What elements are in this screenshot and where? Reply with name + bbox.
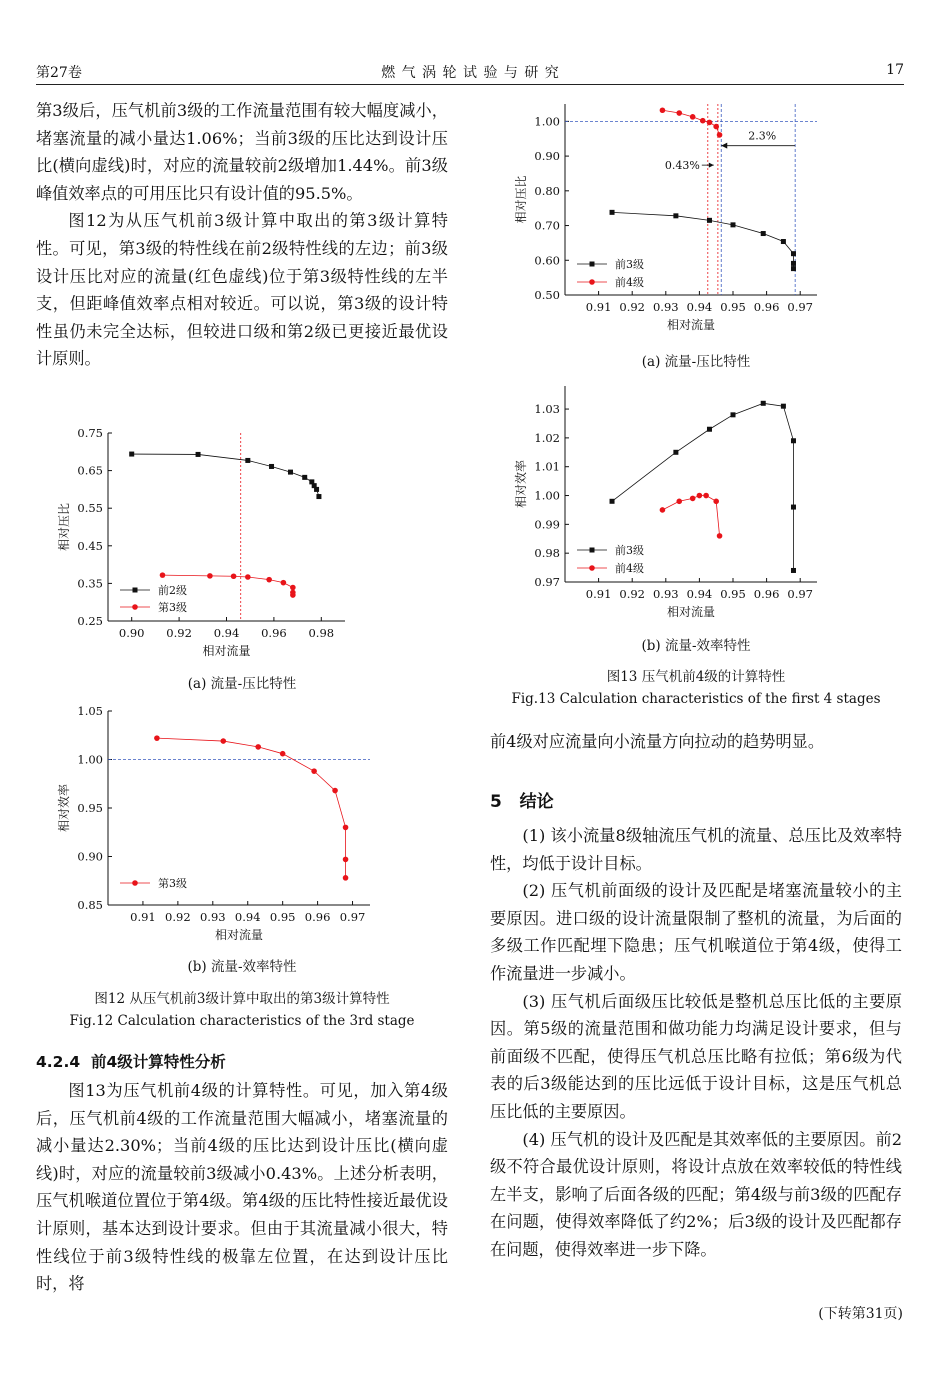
figure-12b-caption: (b) 流量-效率特性 [187, 959, 297, 975]
figure-12-title-en: Fig.12 Calculation characteristics of the 3rd stage [69, 1013, 415, 1029]
data-point [791, 266, 796, 271]
data-point [245, 574, 251, 580]
x-tick-label: 0.97 [787, 300, 814, 314]
x-axis-label: 相对流量 [666, 318, 716, 332]
data-point [343, 825, 349, 831]
data-point [196, 452, 201, 457]
data-point [791, 251, 796, 256]
data-point [707, 218, 712, 223]
x-tick-label: 0.95 [269, 910, 296, 924]
x-tick-label: 0.97 [787, 587, 814, 601]
figure-12-title-cn: 图12 从压气机前3级计算中取出的第3级计算特性 [94, 991, 390, 1007]
data-point [255, 744, 261, 750]
data-point [610, 210, 615, 215]
y-axis-label: 相对压比 [514, 175, 528, 224]
data-point [314, 487, 319, 492]
data-point [316, 494, 321, 499]
data-point [791, 261, 796, 266]
y-tick-label: 0.70 [534, 218, 560, 233]
x-tick-label: 0.97 [339, 910, 366, 924]
data-point [610, 499, 615, 504]
data-point [332, 788, 338, 794]
data-point [266, 577, 272, 583]
section-title: 前4级计算特性分析 [90, 1053, 226, 1071]
x-tick-label: 0.94 [686, 587, 713, 601]
left-text-top [36, 97, 448, 373]
data-point [280, 751, 286, 757]
figure-13b-caption: (b) 流量-效率特性 [641, 638, 751, 654]
annotation-0-43: 0.43% [664, 159, 700, 173]
data-point [713, 498, 719, 504]
x-tick-label: 0.92 [166, 626, 192, 640]
x-tick-label: 0.94 [686, 300, 713, 314]
section-number: 5 [490, 792, 502, 812]
x-tick-label: 0.96 [753, 300, 780, 314]
y-tick-label: 0.55 [77, 501, 103, 516]
data-point [311, 768, 317, 774]
data-point [707, 120, 713, 126]
y-tick-label: 0.50 [534, 288, 560, 302]
data-point [660, 107, 666, 113]
x-tick-label: 0.94 [213, 626, 240, 640]
page-number: 17 [886, 62, 904, 78]
y-tick-label: 0.75 [77, 426, 103, 440]
legend-label: 前3级 [615, 258, 644, 271]
data-point [761, 231, 766, 236]
legend-label: 前4级 [615, 276, 644, 289]
series-line-0 [132, 454, 319, 496]
figure-13-title-cn: 图13 压气机前4级的计算特性 [606, 669, 786, 685]
x-tick-label: 0.92 [619, 300, 646, 314]
legend-marker [132, 880, 138, 886]
chart-fig13b [505, 382, 835, 632]
legend-marker [589, 565, 595, 571]
x-axis-label: 相对流量 [202, 644, 251, 658]
x-tick-label: 0.90 [118, 626, 145, 640]
data-point [160, 572, 166, 578]
data-point [281, 580, 287, 586]
data-point [343, 875, 349, 881]
data-point [290, 592, 296, 598]
data-point [791, 568, 796, 573]
annotation-2-3: 2.3% [748, 129, 777, 143]
x-tick-label: 0.93 [199, 910, 226, 924]
x-tick-label: 0.91 [130, 910, 156, 924]
data-point [781, 404, 786, 409]
x-tick-label: 0.92 [619, 587, 646, 601]
y-tick-label: 0.85 [77, 898, 103, 912]
paragraph: 图13为压气机前4级的计算特性。可见，加入第4级后，压气机前4级的工作流量范围大幅减小，堵塞流量的减小量达2.30%；当前4级的压比达到设计压比(横向虚线)时，对应的流量较前3级减小0.43%。上述分析表明，压气机喉道位置位于第4级。第4级的压比特性接近最优设计原则，基本达到设计要求。但由于其流量减小很大，特性线位于前3级特性线的极靠左位置，在达到设计压比时，将 [36, 1081, 448, 1294]
data-point [288, 470, 293, 475]
data-point [791, 505, 796, 510]
figure-13a [505, 100, 835, 350]
data-point [302, 475, 307, 480]
x-tick-label: 0.91 [585, 587, 612, 601]
x-tick-label: 0.96 [753, 587, 780, 601]
data-point [713, 124, 719, 130]
data-point [207, 573, 213, 579]
series-line-1 [662, 496, 719, 536]
figure-13-title-en: Fig.13 Calculation characteristics of the first 4 stages [511, 691, 881, 707]
data-point [690, 496, 696, 502]
x-axis-label: 相对流量 [666, 605, 716, 619]
data-point [673, 450, 678, 455]
data-point [154, 735, 160, 741]
data-point [731, 222, 736, 227]
data-point [791, 438, 796, 443]
paragraph: 第3级后，压气机前3级的工作流量范围有较大幅度减小，堵塞流量的减小量达1.06%；当前3级的压比达到设计压比(横向虚线)时，对应的流量较前2级增加1.44%。前3级峰值效率点的可用压比只有设计值的95.5%。 [36, 101, 448, 203]
volume-label: 第27卷 [36, 65, 82, 81]
data-point [690, 114, 696, 120]
data-point [731, 412, 736, 417]
legend-marker [590, 262, 595, 267]
conclusion-item: (3) 压气机后面级压比较低是整机总压比低的主要原因。第5级的流量范围和做功能力均满足设计要求，但与前面级不匹配，使得压气机总压比略有拉低；第6级为代表的后3级能达到的压比远低于设计目标，这是压气机总压比低的主要原因。 [490, 991, 902, 1121]
data-point [673, 213, 678, 218]
y-tick-label: 0.98 [534, 546, 560, 561]
data-point [700, 118, 706, 124]
section-heading-4-2-4 [36, 1050, 226, 1072]
data-point [761, 401, 766, 406]
data-point [220, 738, 226, 744]
x-tick-label: 0.96 [261, 626, 287, 640]
legend-label: 前2级 [158, 584, 187, 597]
legend-marker [589, 279, 595, 285]
y-tick-label: 0.90 [534, 149, 560, 164]
data-point [231, 573, 237, 579]
data-point [676, 110, 682, 116]
data-point [717, 533, 723, 539]
continued-note: (下转第31页) [818, 1306, 903, 1322]
chart-fig12a [40, 425, 360, 665]
data-point [707, 427, 712, 432]
y-tick-label: 0.45 [77, 538, 103, 553]
y-tick-label: 0.95 [77, 801, 103, 815]
y-tick-label: 0.35 [77, 576, 103, 591]
conclusion-item: (1) 该小流量8级轴流压气机的流量、总压比及效率特性，均低于设计目标。 [490, 826, 902, 873]
paragraph: 图12为从压气机前3级计算中取出的第3级计算特性。可见，第3级的特性线在前2级特性线的左边；前3级设计压比对应的流量(红色虚线)位于第3级特性线的左半支，但距峰值效率点相对较近。可以说，第3级的设计特性虽仍未完全达标，但较进口级和第2级已更接近最优设计原则。 [36, 211, 448, 369]
legend-marker [133, 588, 138, 593]
data-point [781, 239, 786, 244]
y-tick-label: 0.60 [534, 253, 560, 268]
data-point [290, 585, 296, 591]
data-point [269, 464, 274, 469]
legend-label: 前4级 [615, 562, 644, 575]
x-tick-label: 0.93 [652, 300, 679, 314]
data-point [703, 493, 709, 499]
y-tick-label: 0.97 [534, 575, 560, 589]
x-tick-label: 0.93 [652, 587, 679, 601]
x-axis-label: 相对流量 [214, 928, 264, 942]
data-point [245, 458, 250, 463]
arrow-head [721, 143, 727, 149]
legend-label: 第3级 [158, 877, 187, 890]
x-tick-label: 0.95 [720, 300, 746, 314]
figure-12a [40, 425, 360, 665]
figure-13b [505, 382, 835, 632]
y-tick-label: 0.25 [77, 614, 103, 628]
conclusion-item: (4) 压气机的设计及匹配是其效率低的主要原因。前2级不符合最优设计原则，将设计点放在效率较低的特性线左半支，影响了后面各级的匹配；第4级与前3级的匹配存在问题，使得效率降低了约2%；后3级的设计及匹配都存在问题，使得效率进一步下降。 [490, 1129, 902, 1259]
chart-fig12b [40, 705, 380, 945]
data-point [697, 493, 703, 499]
y-tick-label: 0.80 [534, 183, 560, 198]
paragraph: 前4级对应流量向小流量方向拉动的趋势明显。 [490, 732, 825, 751]
section-heading-5 [490, 787, 554, 812]
arrow-head [709, 163, 714, 168]
y-tick-label: 0.65 [77, 463, 103, 478]
y-tick-label: 1.00 [534, 488, 560, 503]
x-tick-label: 0.92 [165, 910, 191, 924]
conclusions [490, 822, 902, 1264]
data-point [676, 498, 682, 504]
y-tick-label: 1.00 [534, 114, 560, 129]
figure-12b [40, 705, 380, 945]
x-tick-label: 0.95 [720, 587, 746, 601]
y-tick-label: 0.99 [534, 517, 560, 532]
section-title: 结论 [519, 792, 554, 812]
y-axis-label: 相对效率 [57, 783, 71, 833]
x-tick-label: 0.94 [234, 910, 261, 924]
journal-title: 燃 气 涡 轮 试 验 与 研 究 [381, 65, 560, 81]
x-tick-label: 0.91 [585, 300, 612, 314]
legend-marker [590, 548, 595, 553]
legend-label: 第3级 [158, 601, 187, 614]
data-point [129, 452, 134, 457]
conclusion-item: (2) 压气机前面级的设计及匹配是堵塞流量较小的主要原因。进口级的设计流量限制了整机的流量，为后面的多级工作匹配埋下隐患；压气机喉道位于第4级，使得工作流量进一步减小。 [490, 881, 902, 983]
section-number: 4.2.4 [36, 1053, 81, 1071]
header-rule [36, 84, 904, 85]
chart-fig13a [505, 100, 835, 350]
y-tick-label: 1.00 [77, 752, 103, 767]
data-point [660, 507, 666, 513]
y-tick-label: 1.02 [534, 430, 560, 445]
figure-13a-caption: (a) 流量-压比特性 [641, 354, 751, 370]
y-tick-label: 1.01 [534, 459, 560, 474]
y-tick-label: 0.90 [77, 849, 103, 864]
y-axis-label: 相对效率 [514, 459, 528, 509]
data-point [717, 132, 723, 138]
x-tick-label: 0.96 [304, 910, 331, 924]
y-tick-label: 1.03 [534, 402, 560, 417]
data-point [343, 857, 349, 863]
y-axis-label: 相对压比 [57, 502, 71, 552]
figure-12a-caption: (a) 流量-压比特性 [187, 676, 297, 692]
right-text-continuation [490, 728, 902, 756]
left-text-bottom [36, 1077, 448, 1298]
x-tick-label: 0.98 [308, 626, 335, 640]
legend-marker [132, 604, 138, 610]
legend-label: 前3级 [615, 544, 644, 557]
y-tick-label: 1.05 [77, 704, 103, 718]
